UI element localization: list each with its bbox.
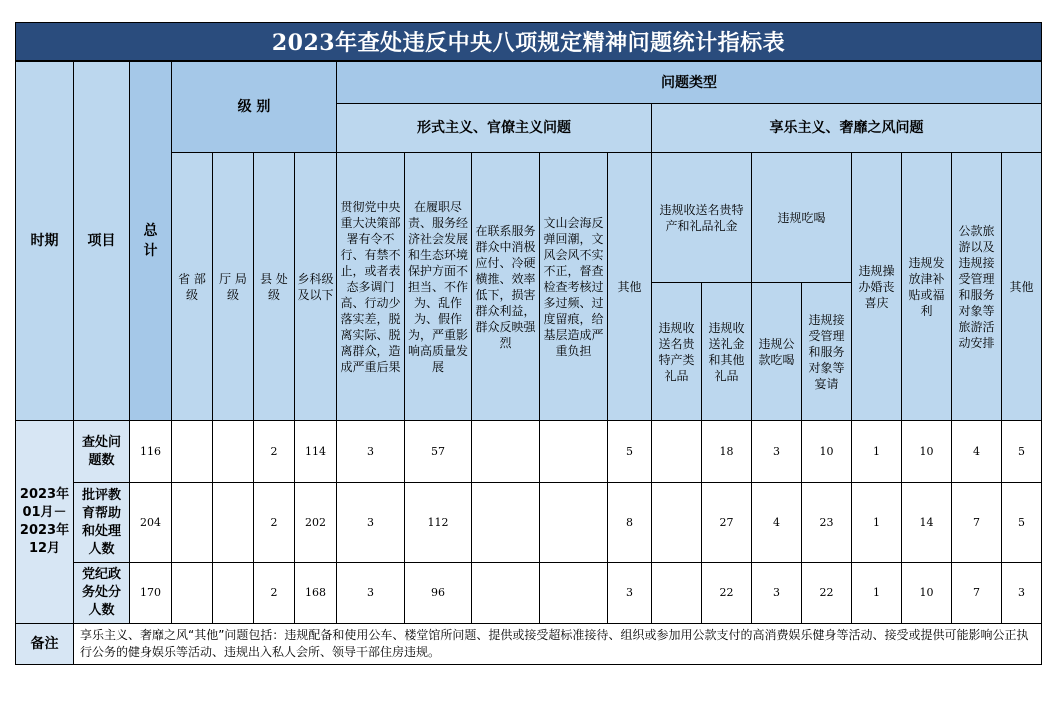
value-cell: 22: [702, 563, 752, 624]
note-label: 备注: [16, 624, 74, 665]
header-problem-type: 问题类型: [337, 62, 1042, 104]
value-cell: [172, 421, 213, 483]
value-cell: [213, 483, 254, 563]
value-cell: [540, 483, 608, 563]
statistics-table: [15, 61, 1042, 665]
value-cell: 5: [1002, 421, 1042, 483]
value-cell: [213, 421, 254, 483]
value-cell: 14: [902, 483, 952, 563]
value-cell: 112: [405, 483, 472, 563]
value-cell: 4: [952, 421, 1002, 483]
header-eating-public: 违规公款吃喝: [752, 283, 802, 421]
value-cell: 168: [295, 563, 337, 624]
header-level: 级 别: [172, 62, 337, 153]
header-subsidies: 违规发放津补贴或福利: [902, 153, 952, 421]
header-formalism-col-3: 在联系服务群众中消极应付、冷硬横推、效率低下，损害群众利益，群众反映强烈: [472, 153, 540, 421]
value-cell: 27: [702, 483, 752, 563]
header-eating-group: 违规吃喝: [752, 153, 852, 283]
value-cell: 3: [608, 563, 652, 624]
header-level-county: 县 处级: [254, 153, 295, 421]
statistics-sheet: [15, 22, 1042, 665]
value-cell: 5: [608, 421, 652, 483]
period-cell: 2023年01月－2023年12月: [16, 421, 74, 624]
value-cell: [652, 563, 702, 624]
value-cell: 2: [254, 483, 295, 563]
table-row: [16, 563, 1042, 624]
header-gifts-specialties: 违规收送名贵特产类礼品: [652, 283, 702, 421]
value-cell: 3: [752, 421, 802, 483]
value-cell: [540, 563, 608, 624]
header-formalism-col-2: 在履职尽责、服务经济社会发展和生态环境保护方面不担当、不作为、乱作为、假作为，严重影响高质量发展: [405, 153, 472, 421]
header-level-province: 省 部级: [172, 153, 213, 421]
value-cell: [540, 421, 608, 483]
value-cell: 57: [405, 421, 472, 483]
value-cell: 3: [752, 563, 802, 624]
value-cell: [213, 563, 254, 624]
row-label: 党纪政务处分人数: [74, 563, 130, 624]
header-gifts-group: 违规收送名贵特产和礼品礼金: [652, 153, 752, 283]
value-cell: 114: [295, 421, 337, 483]
header-travel: 公款旅游以及违规接受管理和服务对象等旅游活动安排: [952, 153, 1002, 421]
value-cell: 170: [130, 563, 172, 624]
table-row: [16, 421, 1042, 483]
value-cell: 3: [337, 563, 405, 624]
value-cell: 1: [852, 563, 902, 624]
value-cell: 18: [702, 421, 752, 483]
value-cell: 23: [802, 483, 852, 563]
value-cell: [652, 483, 702, 563]
value-cell: 204: [130, 483, 172, 563]
header-total: 总计: [130, 62, 172, 421]
header-gifts-money: 违规收送礼金和其他礼品: [702, 283, 752, 421]
header-level-township: 乡科级及以下: [295, 153, 337, 421]
value-cell: 3: [1002, 563, 1042, 624]
value-cell: 2: [254, 421, 295, 483]
header-formalism: 形式主义、官僚主义问题: [337, 104, 652, 153]
header-hedonism: 享乐主义、奢靡之风问题: [652, 104, 1042, 153]
value-cell: [472, 421, 540, 483]
value-cell: 7: [952, 563, 1002, 624]
header-hedonism-other: 其他: [1002, 153, 1042, 421]
value-cell: 22: [802, 563, 852, 624]
value-cell: 5: [1002, 483, 1042, 563]
value-cell: [172, 563, 213, 624]
value-cell: 10: [902, 421, 952, 483]
value-cell: 2: [254, 563, 295, 624]
value-cell: [652, 421, 702, 483]
value-cell: 116: [130, 421, 172, 483]
value-cell: 3: [337, 483, 405, 563]
value-cell: 1: [852, 483, 902, 563]
value-cell: 4: [752, 483, 802, 563]
value-cell: 8: [608, 483, 652, 563]
header-weddings-funerals: 违规操办婚丧喜庆: [852, 153, 902, 421]
note-text: 享乐主义、奢靡之风“其他”问题包括：违规配备和使用公车、楼堂馆所问题、提供或接受超标准接待、组织或参加用公款支付的高消费娱乐健身等活动、接受或提供可能影响公正执行公务的健身娱乐等活动、违规出入私人会所、领导干部住房违规。: [74, 624, 1042, 665]
table-row: [16, 483, 1042, 563]
header-formalism-col-4: 文山会海反弹回潮，文风会风不实不正，督查检查考核过多过频、过度留痕，给基层造成严重负担: [540, 153, 608, 421]
value-cell: [472, 563, 540, 624]
header-period: 时期: [16, 62, 74, 421]
header-item: 项目: [74, 62, 130, 421]
value-cell: 7: [952, 483, 1002, 563]
value-cell: [472, 483, 540, 563]
table-title: 2023年查处违反中央八项规定精神问题统计指标表: [15, 22, 1042, 61]
row-label: 查处问题数: [74, 421, 130, 483]
value-cell: 96: [405, 563, 472, 624]
header-formalism-other: 其他: [608, 153, 652, 421]
note-row: [16, 624, 1042, 665]
value-cell: 3: [337, 421, 405, 483]
value-cell: 10: [802, 421, 852, 483]
value-cell: [172, 483, 213, 563]
row-label: 批评教育帮助和处理人数: [74, 483, 130, 563]
header-eating-banquet: 违规接受管理和服务对象等宴请: [802, 283, 852, 421]
value-cell: 202: [295, 483, 337, 563]
header-formalism-col-1: 贯彻党中央重大决策部署有令不行、有禁不止，或者表态多调门高、行动少落实差，脱离实际、脱离群众，造成严重后果: [337, 153, 405, 421]
value-cell: 1: [852, 421, 902, 483]
header-level-bureau: 厅 局级: [213, 153, 254, 421]
value-cell: 10: [902, 563, 952, 624]
